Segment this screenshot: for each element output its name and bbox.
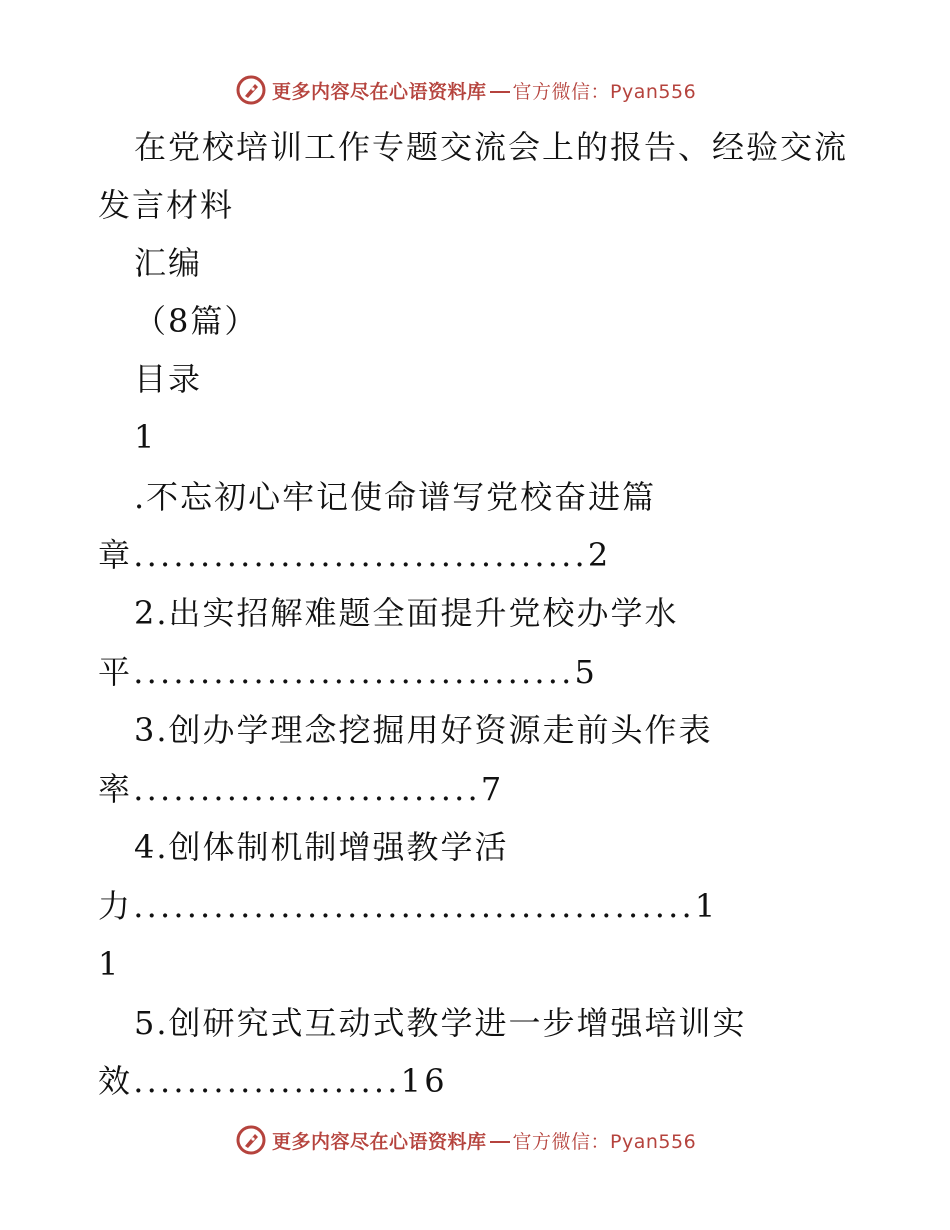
toc-entry-4-leader: 力..........................................1 xyxy=(98,887,719,925)
document-count: （8篇） xyxy=(134,302,259,340)
watermark-site: 更多内容尽在心语资料库 xyxy=(272,80,487,103)
toc-entry-1-number: 1 xyxy=(134,418,157,456)
watermark-text xyxy=(272,77,696,104)
document-subtitle: 汇编 xyxy=(134,244,203,282)
toc-entry-5-leader: 效....................16 xyxy=(98,1062,448,1100)
toc-entry-1-leader: 章..................................2 xyxy=(98,536,612,574)
toc-entry-2-title: 2.出实招解难题全面提升党校办学水 xyxy=(134,594,679,632)
toc-heading: 目录 xyxy=(134,360,203,398)
toc-entry-5-title: 5.创研究式互动式教学进一步增强培训实 xyxy=(134,1004,747,1042)
document-title-line-2: 发言材料 xyxy=(98,186,235,224)
watermark-site: 更多内容尽在心语资料库 xyxy=(272,1130,487,1153)
toc-entry-4-title: 4.创体制机制增强教学活 xyxy=(134,828,509,866)
footer-watermark xyxy=(236,1123,696,1157)
toc-entry-4-page-wrap: 1 xyxy=(98,945,121,983)
header-watermark xyxy=(236,73,696,107)
watermark-wechat: 官方微信：Pyan556 xyxy=(512,1130,697,1153)
watermark-text xyxy=(272,1127,696,1154)
watermark-dash xyxy=(490,91,510,93)
document-title-line-1: 在党校培训工作专题交流会上的报告、经验交流 xyxy=(134,128,849,166)
toc-entry-3-leader: 率..........................7 xyxy=(98,770,505,808)
pen-nib-circle-icon xyxy=(236,75,266,105)
toc-entry-2-leader: 平.................................5 xyxy=(98,653,599,691)
watermark-dash xyxy=(490,1141,510,1143)
toc-entry-1-title: .不忘初心牢记使命谱写党校奋进篇 xyxy=(134,478,657,516)
watermark-wechat: 官方微信：Pyan556 xyxy=(512,80,697,103)
toc-entry-3-title: 3.创办学理念挖掘用好资源走前头作表 xyxy=(134,711,713,749)
pen-nib-circle-icon xyxy=(236,1125,266,1155)
